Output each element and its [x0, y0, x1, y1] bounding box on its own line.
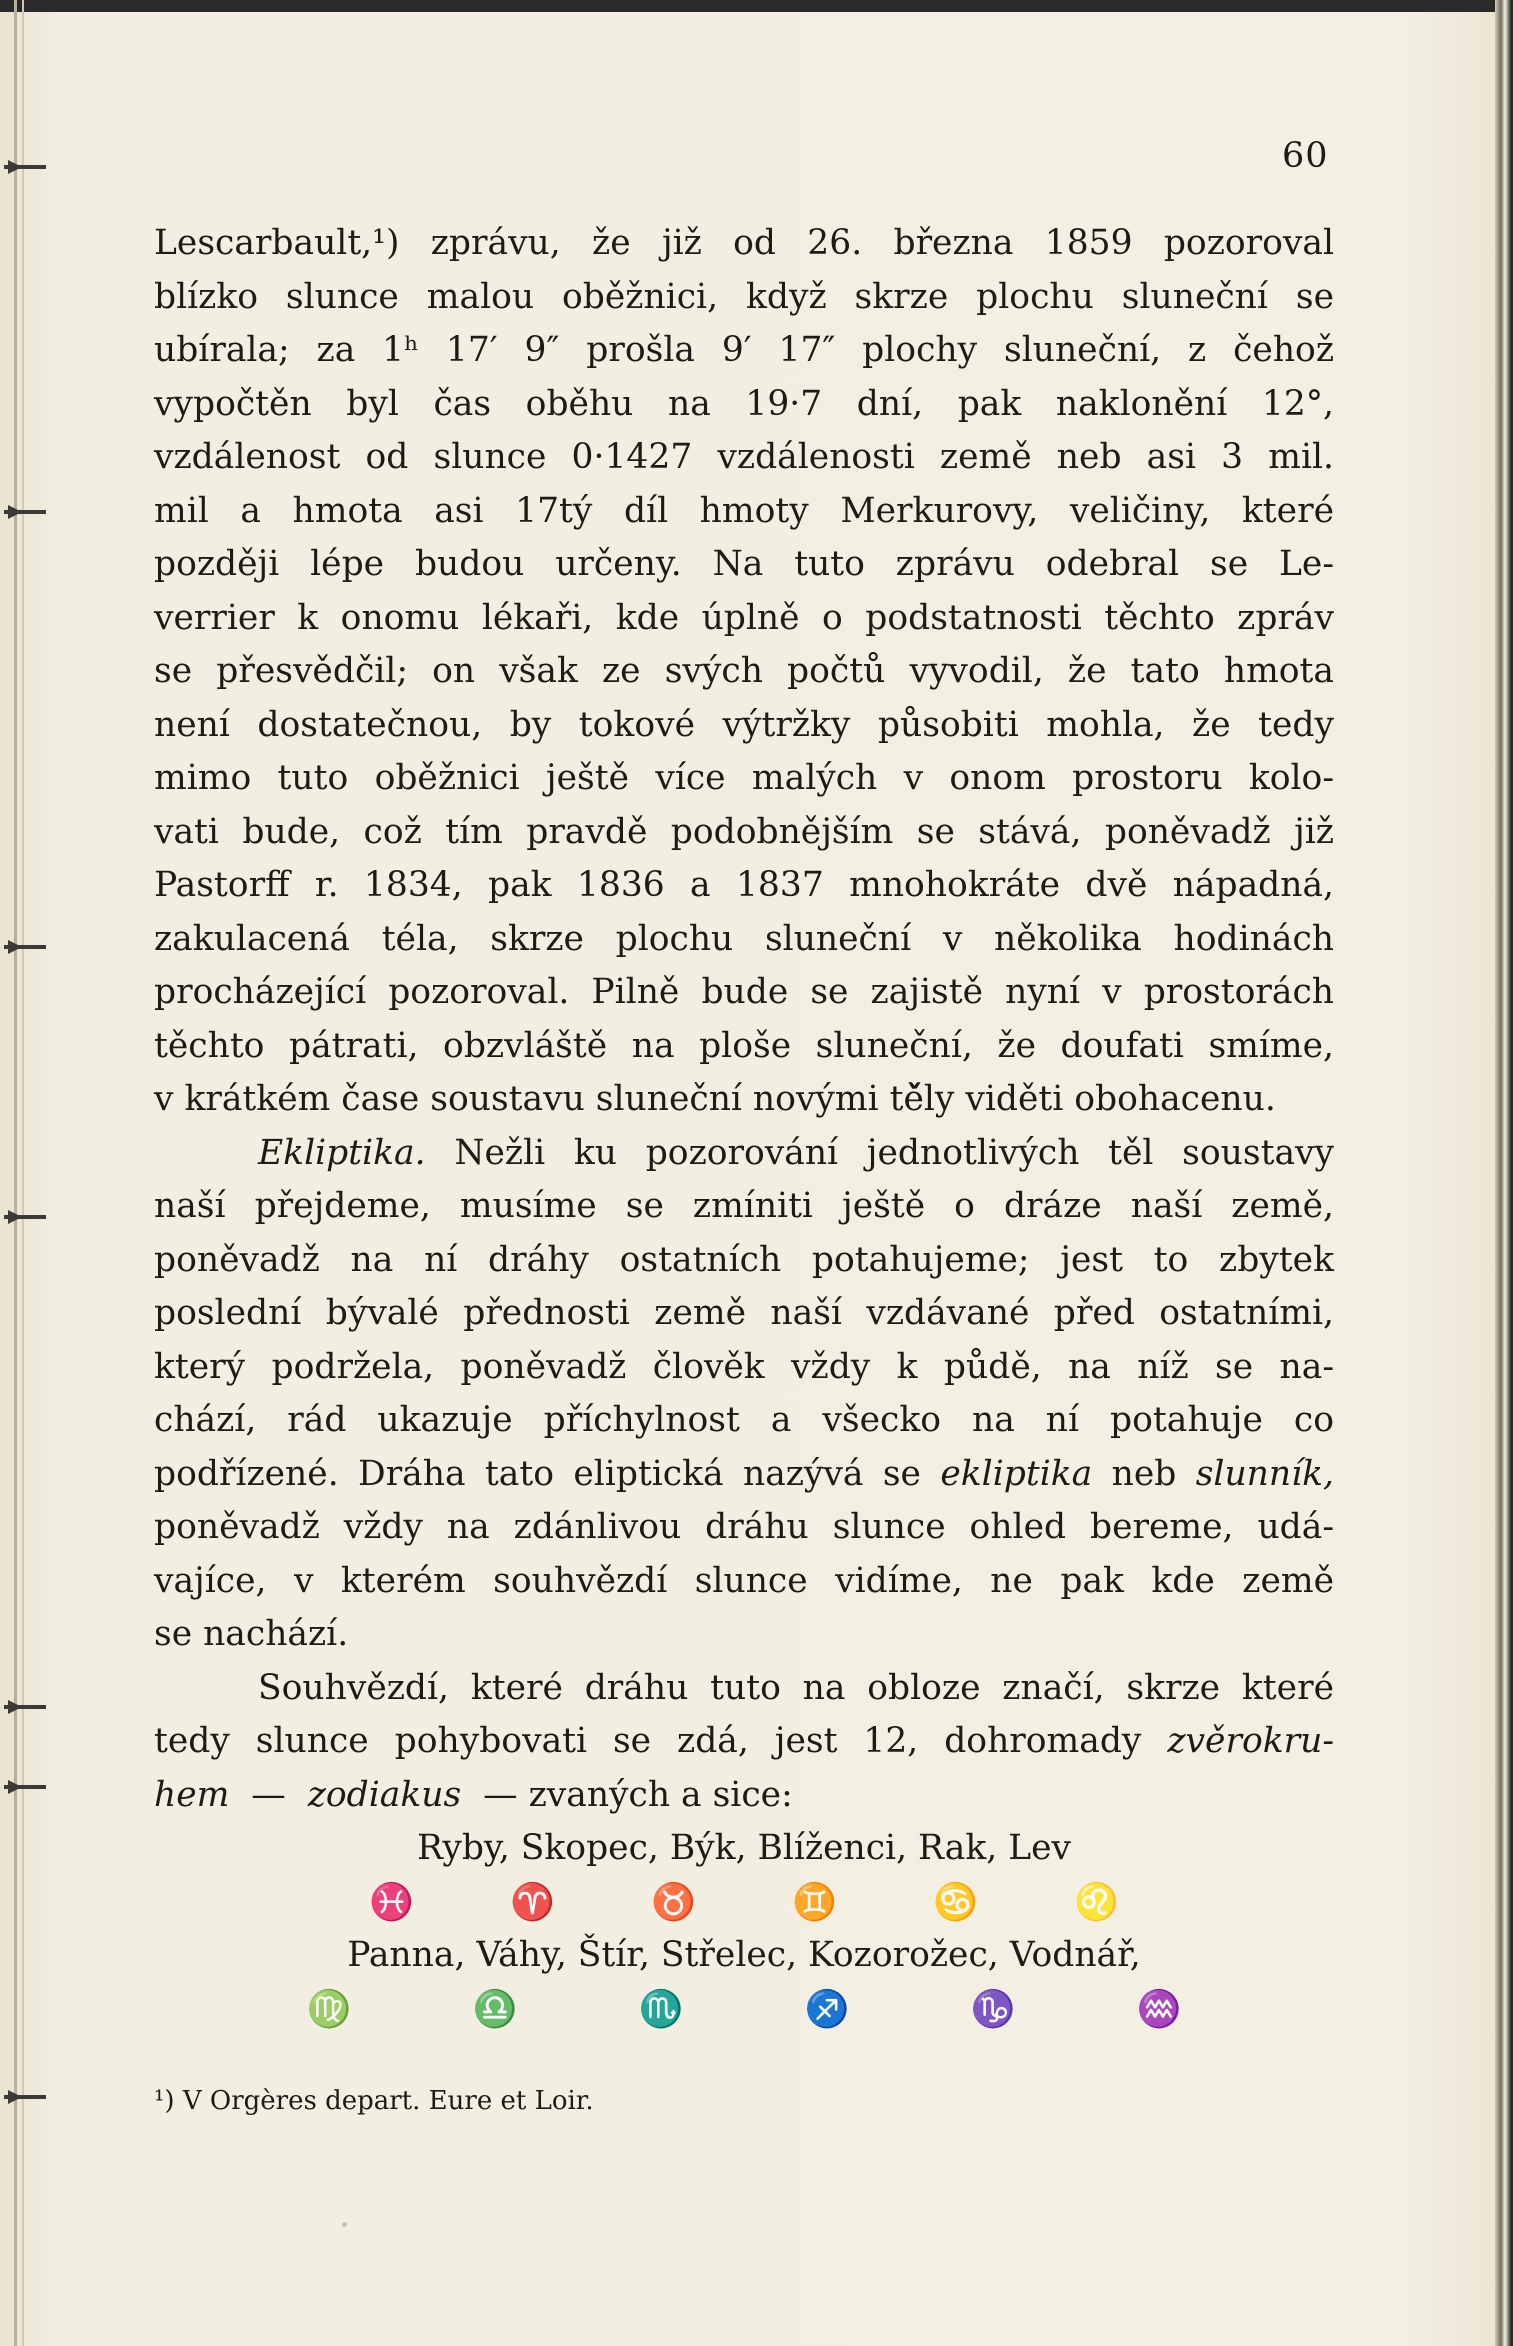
text-line: vypočtěn byl čas oběhu na 19·7 dní, pak naklonění 12°, — [154, 383, 1334, 424]
libra-symbol: ♎ — [472, 1988, 518, 2030]
sagittarius-symbol: ♐ — [804, 1988, 850, 2030]
text-line: mil a hmota asi 17tý díl hmoty Merkurovy, veličiny, které — [154, 490, 1334, 531]
scorpio-symbol: ♏ — [638, 1988, 684, 2030]
binding-tab-marker — [4, 2090, 54, 2104]
text-line — [154, 1715, 1334, 1769]
text-line: poslední bývalé přednosti země naší vzdávané před ostatními, — [154, 1293, 1334, 1333]
virgo-symbol: ♍ — [306, 1988, 352, 2030]
text-line: zakulacená téla, skrze plochu sluneční v několika hodinách — [154, 918, 1334, 959]
text-line: ubírala; za 1ʰ 17′ 9″ prošla 9′ 17″ plochy sluneční, z čehož — [154, 330, 1334, 370]
footnote-marker: ¹) — [154, 2086, 175, 2116]
pisces-symbol: ♓ — [369, 1881, 414, 1923]
text-span: — zvaných a sice: — [483, 1774, 793, 1815]
text-line: v krátkém čase soustavu sluneční novými tě̌ly viděti obohacenu. — [154, 1079, 1276, 1119]
taurus-symbol: ♉ — [651, 1881, 696, 1923]
italic-term: slunník, — [1195, 1453, 1335, 1494]
binding-tab-marker — [4, 1210, 54, 1224]
gutter-line — [14, 0, 17, 2346]
text-line: později lépe budou určeny. Na tuto zprávu odebral se Le- — [154, 544, 1334, 584]
footnote — [154, 2081, 594, 2121]
text-line: blízko slunce malou oběžnici, když skrze plochu sluneční se — [154, 276, 1334, 317]
text-line: Pastorff r. 1834, pak 1836 a 1837 mnohokráte dvě nápadná, — [154, 865, 1334, 905]
italic-term: ekliptika — [940, 1453, 1093, 1494]
text-line: chází, rád ukazuje příchylnost a všecko na ní potahuje co — [154, 1400, 1334, 1440]
scan-right-binding — [1495, 0, 1513, 2346]
page-number: 60 — [1282, 136, 1329, 176]
text-line — [154, 1448, 1334, 1502]
section-term: Ekliptika. — [258, 1132, 426, 1173]
binding-tab-marker — [4, 1780, 54, 1794]
italic-term: zodiakus — [307, 1774, 462, 1815]
gemini-symbol: ♊ — [792, 1881, 837, 1923]
binding-tab-marker — [4, 1700, 54, 1714]
text-span: neb — [1111, 1453, 1177, 1494]
zodiac-names-row-2: Panna, Váhy, Štír, Střelec, Kozorožec, Vodnář, — [347, 1935, 1141, 1975]
text-line — [154, 1769, 1334, 1823]
capricorn-symbol: ♑ — [970, 1988, 1016, 2030]
text-line: vajíce, v kterém souhvězdí slunce vidíme, ne pak kde země — [154, 1560, 1334, 1601]
text-line: vati bude, což tím pravdě podobnějším se stává, poněvadž již — [154, 811, 1334, 852]
italic-term: zvěrokru- — [1167, 1721, 1334, 1761]
text-span: Nežli ku pozorování jednotlivých těl soustavy — [454, 1132, 1334, 1173]
italic-term: hem — [154, 1774, 230, 1815]
text-line: poněvadž vždy na zdánlivou dráhu slunce ohled bereme, udá- — [154, 1507, 1334, 1547]
aries-symbol: ♈ — [510, 1881, 555, 1923]
cancer-symbol: ♋ — [933, 1881, 978, 1923]
footnote-text: V Orgères depart. Eure et Loir. — [182, 2086, 594, 2116]
text-line: není dostatečnou, by tokové výtržky působiti mohla, že tedy — [154, 704, 1334, 745]
zodiac-names-row-1: Ryby, Skopec, Býk, Blíženci, Rak, Lev — [416, 1828, 1072, 1868]
text-line: který podržela, poněvadž člověk vždy k půdě, na níž se na- — [154, 1346, 1334, 1387]
text-line: naší přejdeme, musíme se zmíniti ještě o dráze naší země, — [154, 1186, 1334, 1226]
text-span: — — [251, 1774, 286, 1815]
binding-tab-marker — [4, 505, 54, 519]
aquarius-symbol: ♒ — [1136, 1988, 1182, 2030]
text-block — [154, 217, 1334, 2036]
ekliptika-first-line — [154, 1127, 1334, 1181]
text-span: tedy slunce pohybovati se zdá, jest 12, dohromady — [154, 1721, 1142, 1761]
text-line: procházející pozoroval. Pilně bude se zajistě nyní v prostorách — [154, 972, 1334, 1012]
text-line: verrier k onomu lékaři, kde úplně o podstatnosti těchto zpráv — [154, 597, 1334, 638]
text-span: podřízené. Dráha tato eliptická nazývá se — [154, 1453, 921, 1494]
text-line: Souhvězdí, které dráhu tuto na obloze značí, skrze které — [258, 1667, 1334, 1708]
text-line: vzdálenost od slunce 0·1427 vzdálenosti země neb asi 3 mil. — [154, 437, 1334, 477]
zodiac-symbols-row-1 — [154, 1876, 1334, 1930]
paper-speck — [342, 2222, 347, 2227]
text-line: Lescarbault,¹) zprávu, že již od 26. března 1859 pozoroval — [154, 223, 1334, 263]
binding-tab-marker — [4, 160, 54, 174]
text-line: těchto pátrati, obzvláště na ploše sluneční, že doufati smíme, — [154, 1025, 1334, 1066]
text-line: se přesvědčil; on však ze svých počtů vyvodil, že tato hmota — [154, 651, 1334, 691]
zodiac-symbols-row-2 — [154, 1983, 1334, 2037]
text-line: mimo tuto oběžnici ještě více malých v onom prostoru kolo- — [154, 758, 1334, 798]
leo-symbol: ♌ — [1074, 1881, 1119, 1923]
text-line: poněvadž na ní dráhy ostatních potahujeme; jest to zbytek — [154, 1239, 1334, 1280]
scan-top-edge — [0, 0, 1513, 12]
binding-tab-marker — [4, 940, 54, 954]
gutter-line — [22, 0, 24, 2346]
text-line: se nachází. — [154, 1614, 349, 1654]
